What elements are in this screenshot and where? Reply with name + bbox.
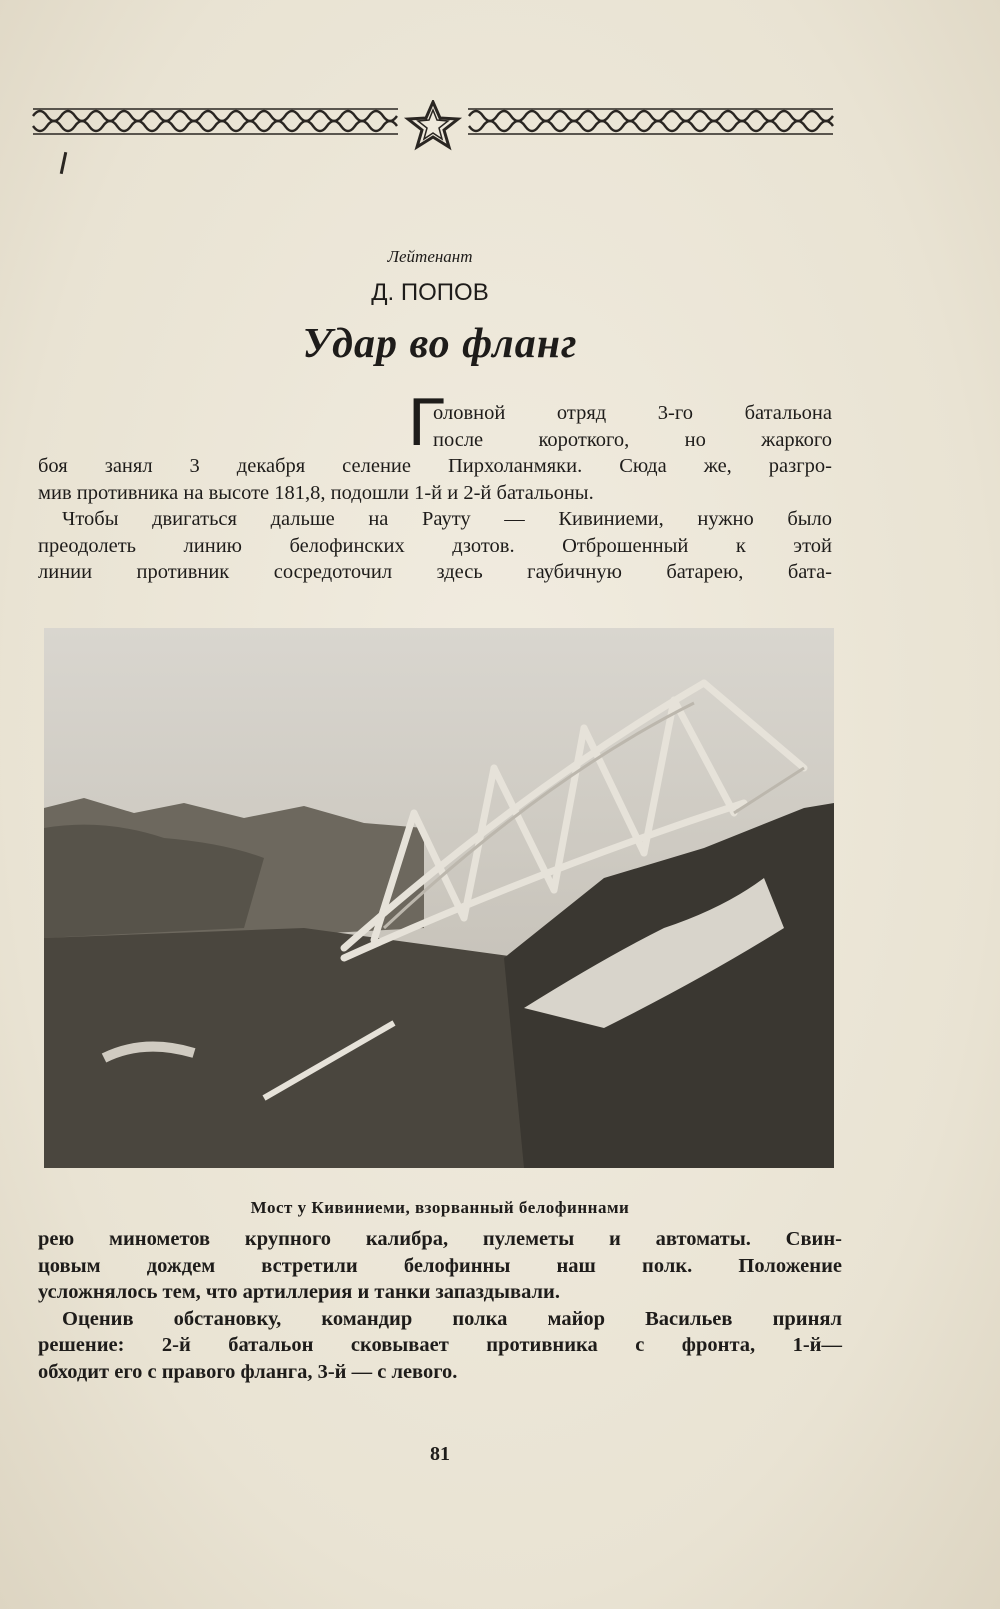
article-title: Удар во фланг xyxy=(302,321,578,367)
text-line: Оценив обстановку, командир полка майор Васильев принял xyxy=(62,1307,842,1330)
text-line: после короткого, но жаркого xyxy=(433,428,832,451)
text-line: преодолеть линию белофинских дзотов. Отброшенный к этой xyxy=(38,534,832,557)
text-line: решение: 2-й батальон сковывает противника с фронта, 1-й— xyxy=(38,1334,842,1356)
photo-caption: Мост у Кивиниеми, взорванный белофиннами xyxy=(250,1198,630,1217)
drop-cap: Г xyxy=(408,384,445,460)
article-text-bottom xyxy=(38,1226,842,1385)
bridge-photo xyxy=(44,628,834,1168)
text-line: боя занял 3 декабря селение Пирхоланмяки. Сюда же, разгро- xyxy=(38,455,832,477)
text-line: линии противник сосредоточил здесь гаубичную батарею, бата- xyxy=(38,561,832,583)
author-rank: Лейтенант xyxy=(387,247,473,266)
author-name: Д. ПОПОВ xyxy=(371,279,489,306)
text-line: мив противника на высоте 181,8, подошли 1-й и 2-й батальоны. xyxy=(38,481,594,504)
text-line: оловной отряд 3-го батальона xyxy=(433,402,832,424)
text-line: усложнялось тем, что артиллерия и танки запаздывали. xyxy=(38,1281,560,1303)
page-number: 81 xyxy=(430,1443,450,1465)
article-text-top xyxy=(38,400,832,586)
bridge-photo-illustration xyxy=(44,628,834,1168)
text-line: цовым дождем встретили белофинны наш полк. Положение xyxy=(38,1254,842,1277)
text-line: рею минометов крупного калибра, пулеметы и автоматы. Свин- xyxy=(38,1228,842,1250)
text-line: обходит его с правого фланга, 3-й — с левого. xyxy=(38,1360,458,1383)
star-ornament-header xyxy=(28,100,838,160)
text-line: Чтобы двигаться дальше на Рауту — Кивиниеми, нужно было xyxy=(62,508,832,530)
